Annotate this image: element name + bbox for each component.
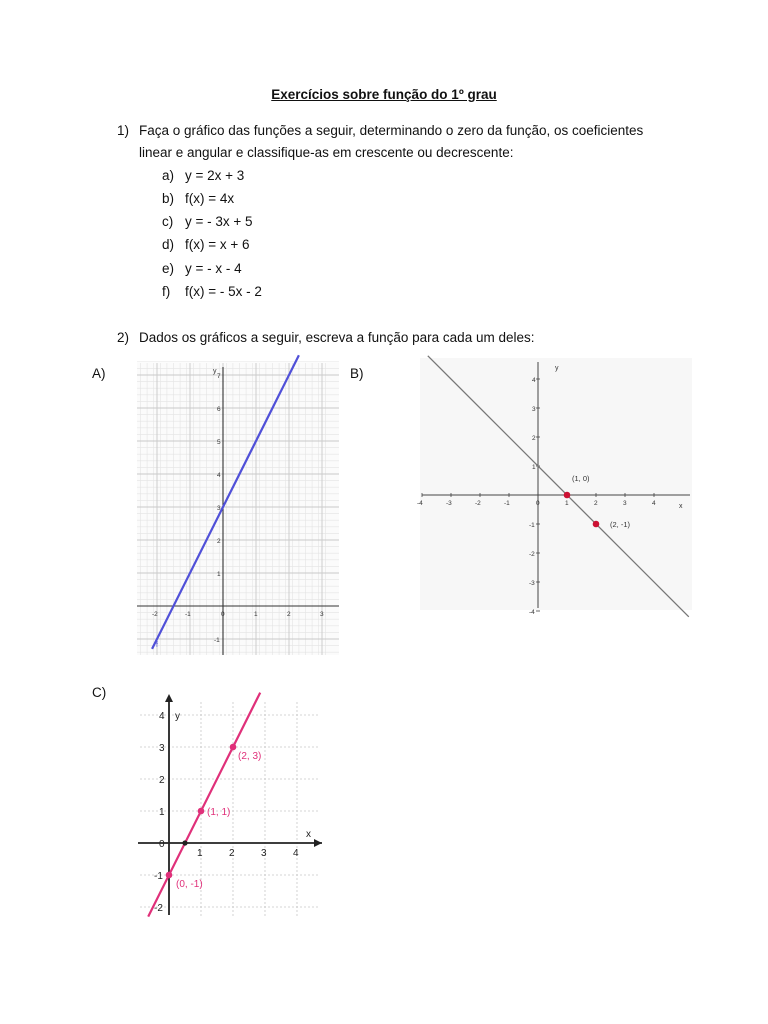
chart-b-x-axis-label: x — [679, 503, 683, 510]
chart-b-point — [593, 521, 600, 528]
chart-c-y-tick-label: 3 — [159, 743, 165, 754]
chart-b-x-tick-label: 0 — [536, 500, 540, 507]
chart-b-y-tick-label: 2 — [532, 435, 536, 442]
chart-c-zero-point — [182, 840, 187, 845]
graph-c-label: C) — [92, 685, 107, 700]
chart-c-y-tick-label: -1 — [154, 871, 163, 882]
question-2-text: Dados os gráficos a seguir, escreva a função para cada um deles: — [139, 330, 535, 345]
item-d-label: d) — [162, 237, 175, 252]
chart-b-x-tick-label: -1 — [504, 500, 510, 507]
chart-c-y-tick-label: 0 — [159, 839, 165, 850]
chart-c-series-line — [148, 693, 260, 917]
item-a-label: a) — [162, 168, 175, 183]
chart-c-y-tick-label: -2 — [154, 903, 163, 914]
chart-c-point-label: (2, 3) — [238, 751, 262, 762]
chart-c-y-tick-label: 2 — [159, 775, 165, 786]
chart-c-y-tick-label: 4 — [159, 711, 165, 722]
chart-b-y-tick-label: -3 — [529, 580, 535, 587]
chart-c-x-axis-label: x — [306, 829, 311, 840]
chart-b-y-tick-label: -4 — [529, 609, 535, 616]
item-f-label: f) — [162, 284, 171, 299]
chart-b-x-tick-label: 3 — [623, 500, 627, 507]
item-e-text: y = - x - 4 — [185, 261, 242, 276]
chart-a-x-tick-label: -2 — [152, 611, 158, 618]
chart-a-y-tick-label: 4 — [217, 472, 221, 479]
question-1-line-1: Faça o gráfico das funções a seguir, determinando o zero da função, os coeficientes — [139, 123, 644, 138]
chart-c — [136, 692, 326, 917]
chart-c-point-label: (0, -1) — [176, 879, 203, 890]
chart-b-y-axis-label: y — [555, 365, 559, 372]
chart-c-x-axis-arrow — [314, 839, 322, 847]
question-2-number: 2) — [117, 330, 130, 345]
chart-a-y-tick-label: 6 — [217, 406, 221, 413]
chart-a-x-tick-label: 1 — [254, 611, 258, 618]
chart-c-y-axis-arrow — [165, 694, 173, 702]
item-b-label: b) — [162, 191, 175, 206]
chart-c-x-tick-label: 3 — [261, 848, 267, 859]
item-b-text: f(x) = 4x — [185, 191, 235, 206]
chart-a-y-axis-label: y — [213, 368, 217, 375]
chart-b-x-tick-label: 1 — [565, 500, 569, 507]
chart-a-y-tick-label: 5 — [217, 439, 221, 446]
chart-a-x-tick-label: -1 — [185, 611, 191, 618]
item-a-text: y = 2x + 3 — [185, 168, 245, 183]
chart-a-x-tick-label: 3 — [320, 611, 324, 618]
chart-b-x-tick-label: 2 — [594, 500, 598, 507]
item-f-text: f(x) = - 5x - 2 — [185, 284, 262, 299]
chart-b-y-tick-label: 3 — [532, 406, 536, 413]
chart-a-y-tick-label: 1 — [217, 571, 221, 578]
chart-c-y-axis-label: y — [175, 711, 180, 722]
chart-a-line-label: f — [156, 641, 159, 649]
chart-a — [137, 363, 339, 655]
chart-b-point-label: (1, 0) — [572, 474, 590, 483]
chart-b — [417, 358, 692, 616]
chart-a-x-tick-label: 2 — [287, 611, 291, 618]
item-c-label: c) — [162, 214, 174, 229]
graph-a-label: A) — [92, 366, 106, 381]
chart-b-x-tick-label: 4 — [652, 500, 656, 507]
question-1-line-2: linear e angular e classifique-as em crescente ou decrescente: — [139, 145, 514, 160]
chart-c-x-tick-label: 2 — [229, 848, 235, 859]
chart-c-point — [198, 808, 205, 815]
chart-a-y-tick-label: 2 — [217, 538, 221, 545]
chart-b-y-tick-label: 4 — [532, 377, 536, 384]
chart-b-y-tick-label: 1 — [532, 464, 536, 471]
item-d-text: f(x) = x + 6 — [185, 237, 250, 252]
chart-a-y-tick-label: 3 — [217, 505, 221, 512]
item-c-text: y = - 3x + 5 — [185, 214, 253, 229]
chart-a-background — [137, 363, 339, 655]
chart-c-x-tick-label: 1 — [197, 848, 203, 859]
chart-c-x-tick-label: 4 — [293, 848, 299, 859]
question-1-number: 1) — [117, 123, 130, 138]
chart-c-y-tick-label: 1 — [159, 807, 165, 818]
chart-a-y-tick-label: 7 — [217, 373, 221, 380]
chart-b-y-tick-label: -2 — [529, 551, 535, 558]
chart-b-x-tick-label: -2 — [475, 500, 481, 507]
chart-b-point-label: (2, -1) — [610, 520, 631, 529]
chart-c-point — [166, 872, 173, 879]
item-e-label: e) — [162, 261, 175, 276]
graph-b-label: B) — [350, 366, 364, 381]
chart-a-y-tick-label: -1 — [214, 637, 220, 644]
chart-b-point — [564, 492, 571, 499]
chart-a-x-tick-label: 0 — [221, 611, 225, 618]
chart-c-point — [230, 744, 237, 751]
page-title: Exercícios sobre função do 1º grau — [271, 87, 497, 102]
chart-b-y-tick-label: -1 — [529, 522, 535, 529]
chart-b-x-tick-label: -4 — [417, 500, 423, 507]
chart-b-x-tick-label: -3 — [446, 500, 452, 507]
chart-c-point-label: (1, 1) — [207, 807, 231, 818]
